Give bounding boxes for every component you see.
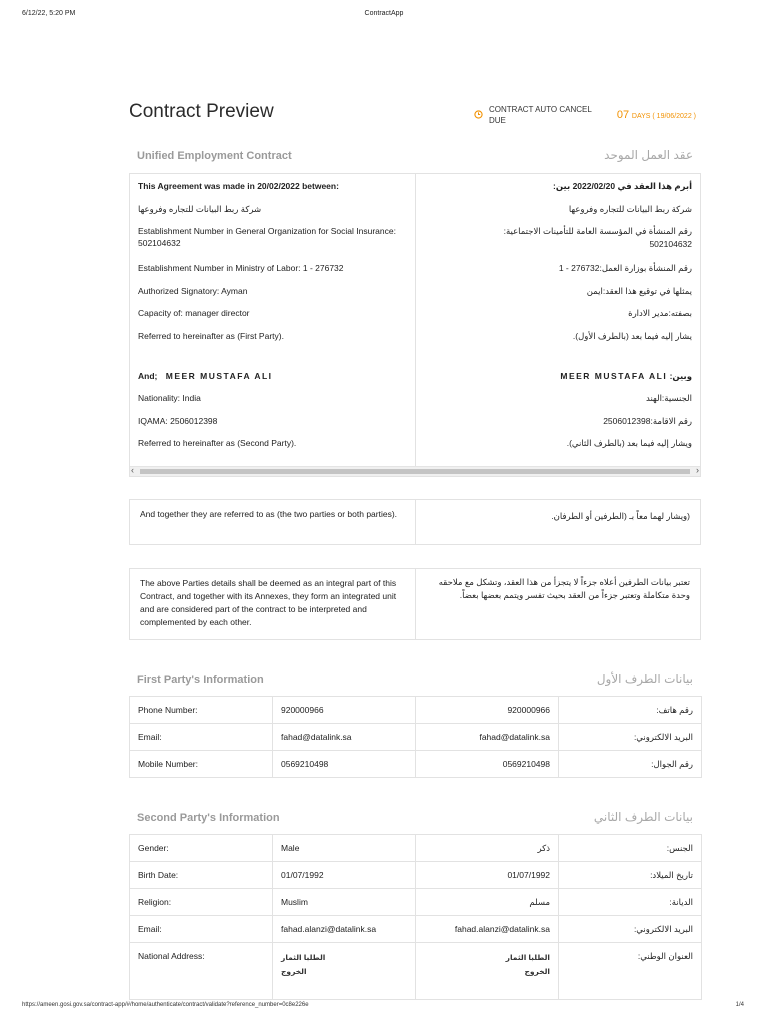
address-label-en: National Address:: [130, 943, 273, 1000]
value-en: fahad.alanzi@datalink.sa: [273, 916, 416, 943]
agreement-ar: أبرم هذا العقد في 2022/02/20 بين:: [553, 181, 692, 191]
nationality-ar: الجنسية:الهند: [646, 393, 692, 403]
label-en: Gender:: [130, 835, 273, 862]
auto-cancel-days: [617, 109, 696, 121]
value-ar: ذكر: [416, 835, 559, 862]
table-row: [130, 889, 702, 916]
gosi-number-en: Establishment Number in General Organization for Social Insurance: 502104632: [138, 226, 396, 248]
gosi-number-ar: 502104632: [649, 239, 692, 249]
company-en: شركة ربط البيانات للتجاره وفروعها: [138, 204, 262, 214]
footer-page-number: 1/4: [735, 1002, 744, 1008]
scroll-left-icon[interactable]: ‹: [131, 465, 134, 475]
table-row: [130, 943, 702, 1000]
table-row: [130, 916, 702, 943]
label-en: Mobile Number:: [130, 751, 273, 778]
contract-heading-ar: عقد العمل الموحد: [604, 148, 693, 162]
table-row: [130, 724, 702, 751]
label-ar: البريد الالكتروني:: [559, 724, 702, 751]
label-ar: الجنس:: [559, 835, 702, 862]
integral-column-en: [130, 569, 416, 639]
label-en: Religion:: [130, 889, 273, 916]
address-line1-en: الطلبا الثمار: [281, 953, 326, 962]
employee-name-en: MEER MUSTAFA ALI: [165, 371, 273, 381]
gosi-label-ar: رقم المنشأة في المؤسسة العامة للتأمينات الاجتماعية:: [503, 226, 692, 236]
label-ar: البريد الالكتروني:: [559, 916, 702, 943]
agreement-en: This Agreement was made in 20/02/2022 between:: [138, 181, 339, 191]
auto-cancel-label: CONTRACT AUTO CANCEL DUE: [489, 105, 592, 125]
print-datetime: 6/12/22, 5:20 PM: [22, 10, 76, 17]
mol-number-ar: رقم المنشأة بوزارة العمل:276732 - 1: [558, 263, 692, 273]
value-en: Muslim: [273, 889, 416, 916]
value-ar: 920000966: [416, 697, 559, 724]
address-line2-en: الخروج: [281, 967, 307, 976]
second-party-ref-en: Referred to hereinafter as (Second Party).: [138, 438, 297, 448]
integral-ar: تعتبر بيانات الطرفين أعلاه جزءاً لا يتجزأ من هذا العقد، وتشكل مع ملاحقه وحدة متكاملة وتعتبر جزءاً من العقد بحيث تفسر ويتمم بعضها بعضاً.: [438, 577, 690, 600]
second-party-section-header: [129, 805, 701, 833]
days-date: DAYS ( 19/06/2022 ): [631, 113, 696, 120]
second-party-heading-en: Second Party's Information: [137, 812, 280, 824]
label-en: Phone Number:: [130, 697, 273, 724]
address-value-en: [273, 943, 416, 1000]
page-title: Contract Preview: [129, 101, 274, 122]
integral-box: [129, 568, 701, 640]
value-en: 920000966: [273, 697, 416, 724]
contract-column-ar: [416, 174, 700, 476]
table-row: [130, 862, 702, 889]
iqama-en: IQAMA: 2506012398: [138, 416, 218, 426]
address-label-ar: العنوان الوطني:: [559, 943, 702, 1000]
together-en: And together they are referred to as (the two parties or both parties).: [140, 509, 398, 519]
value-en: 0569210498: [273, 751, 416, 778]
value-ar: مسلم: [416, 889, 559, 916]
auto-cancel-notice: [474, 104, 702, 128]
horizontal-scrollbar[interactable]: [130, 466, 700, 476]
days-count: 07: [616, 109, 630, 121]
value-en: fahad@datalink.sa: [273, 724, 416, 751]
label-ar: الديانة:: [559, 889, 702, 916]
together-ar: (ويشار لهما معاً بـ (الطرفين أو الطرفان.: [551, 511, 690, 521]
integral-en: The above Parties details shall be deemed as an integral part of this Contract, and together with its Annexes, they form an integrated unit and are considered part of the contract to be interpreted and complemented by each other.: [140, 578, 397, 627]
first-party-heading-en: First Party's Information: [137, 674, 264, 686]
value-ar: fahad.alanzi@datalink.sa: [416, 916, 559, 943]
second-party-table: [129, 834, 702, 1000]
first-party-section-header: [129, 667, 701, 695]
employee-name-ar: MEER MUSTAFA ALI: [560, 371, 668, 381]
capacity-en: Capacity of: manager director: [138, 308, 250, 318]
integral-column-ar: [416, 569, 700, 639]
label-ar: تاريخ الميلاد:: [559, 862, 702, 889]
contract-column-en: [130, 174, 416, 476]
address-value-ar: [416, 943, 559, 1000]
signatory-ar: يمثلها في توقيع هذا العقد:ايمن: [586, 286, 692, 296]
label-en: Birth Date:: [130, 862, 273, 889]
first-party-heading-ar: بيانات الطرف الأول: [596, 672, 693, 686]
mol-number-en: Establishment Number in Ministry of Labor: 1 - 276732: [138, 263, 344, 273]
together-column-en: [130, 500, 416, 544]
first-party-ref-en: Referred to hereinafter as (First Party).: [138, 331, 284, 341]
print-app-name: ContractApp: [364, 10, 404, 17]
label-ar: رقم الجوال:: [559, 751, 702, 778]
clock-icon: [474, 110, 483, 119]
and-label-ar: وبين:: [669, 371, 692, 381]
company-ar: شركة ربط البيانات للتجاره وفروعها: [568, 204, 692, 214]
first-party-ref-ar: يشار إليه فيما بعد (بالطرف الأول).: [572, 331, 692, 341]
footer-url: https://ameen.gosi.gov.sa/contract-app/#/home/authenticate/contract/validate?reference_number=0c8e226e: [22, 1002, 309, 1008]
second-party-ref-ar: ويشار إليه فيما بعد (بالطرف الثاني).: [566, 438, 692, 448]
and-employee-ar: [424, 370, 692, 382]
value-ar: fahad@datalink.sa: [416, 724, 559, 751]
first-party-table: [129, 696, 702, 778]
value-en: Male: [273, 835, 416, 862]
nationality-en: Nationality: India: [138, 393, 201, 403]
together-column-ar: [416, 500, 700, 544]
contract-heading-en: Unified Employment Contract: [137, 150, 292, 162]
iqama-ar: رقم الاقامة:2506012398: [603, 416, 692, 426]
contract-parties-box: [129, 173, 701, 477]
value-en: 01/07/1992: [273, 862, 416, 889]
contract-section-header: [129, 143, 701, 171]
address-line2-ar: الخروج: [524, 967, 550, 976]
address-line1-ar: الطلبا الثمار: [505, 953, 550, 962]
signatory-en: Authorized Signatory: Ayman: [138, 286, 248, 296]
table-row: [130, 751, 702, 778]
value-ar: 01/07/1992: [416, 862, 559, 889]
table-row: [130, 835, 702, 862]
table-row: [130, 697, 702, 724]
second-party-heading-ar: بيانات الطرف الثاني: [593, 810, 693, 824]
scroll-right-icon[interactable]: ›: [696, 465, 699, 475]
and-label-en: And;: [138, 371, 158, 381]
label-ar: رقم هاتف:: [559, 697, 702, 724]
label-en: Email:: [130, 724, 273, 751]
label-en: Email:: [130, 916, 273, 943]
value-ar: 0569210498: [416, 751, 559, 778]
and-employee-en: [138, 370, 403, 382]
together-box: [129, 499, 701, 545]
capacity-ar: بصفته:مدير الادارة: [628, 308, 692, 318]
scroll-thumb[interactable]: [140, 469, 690, 474]
